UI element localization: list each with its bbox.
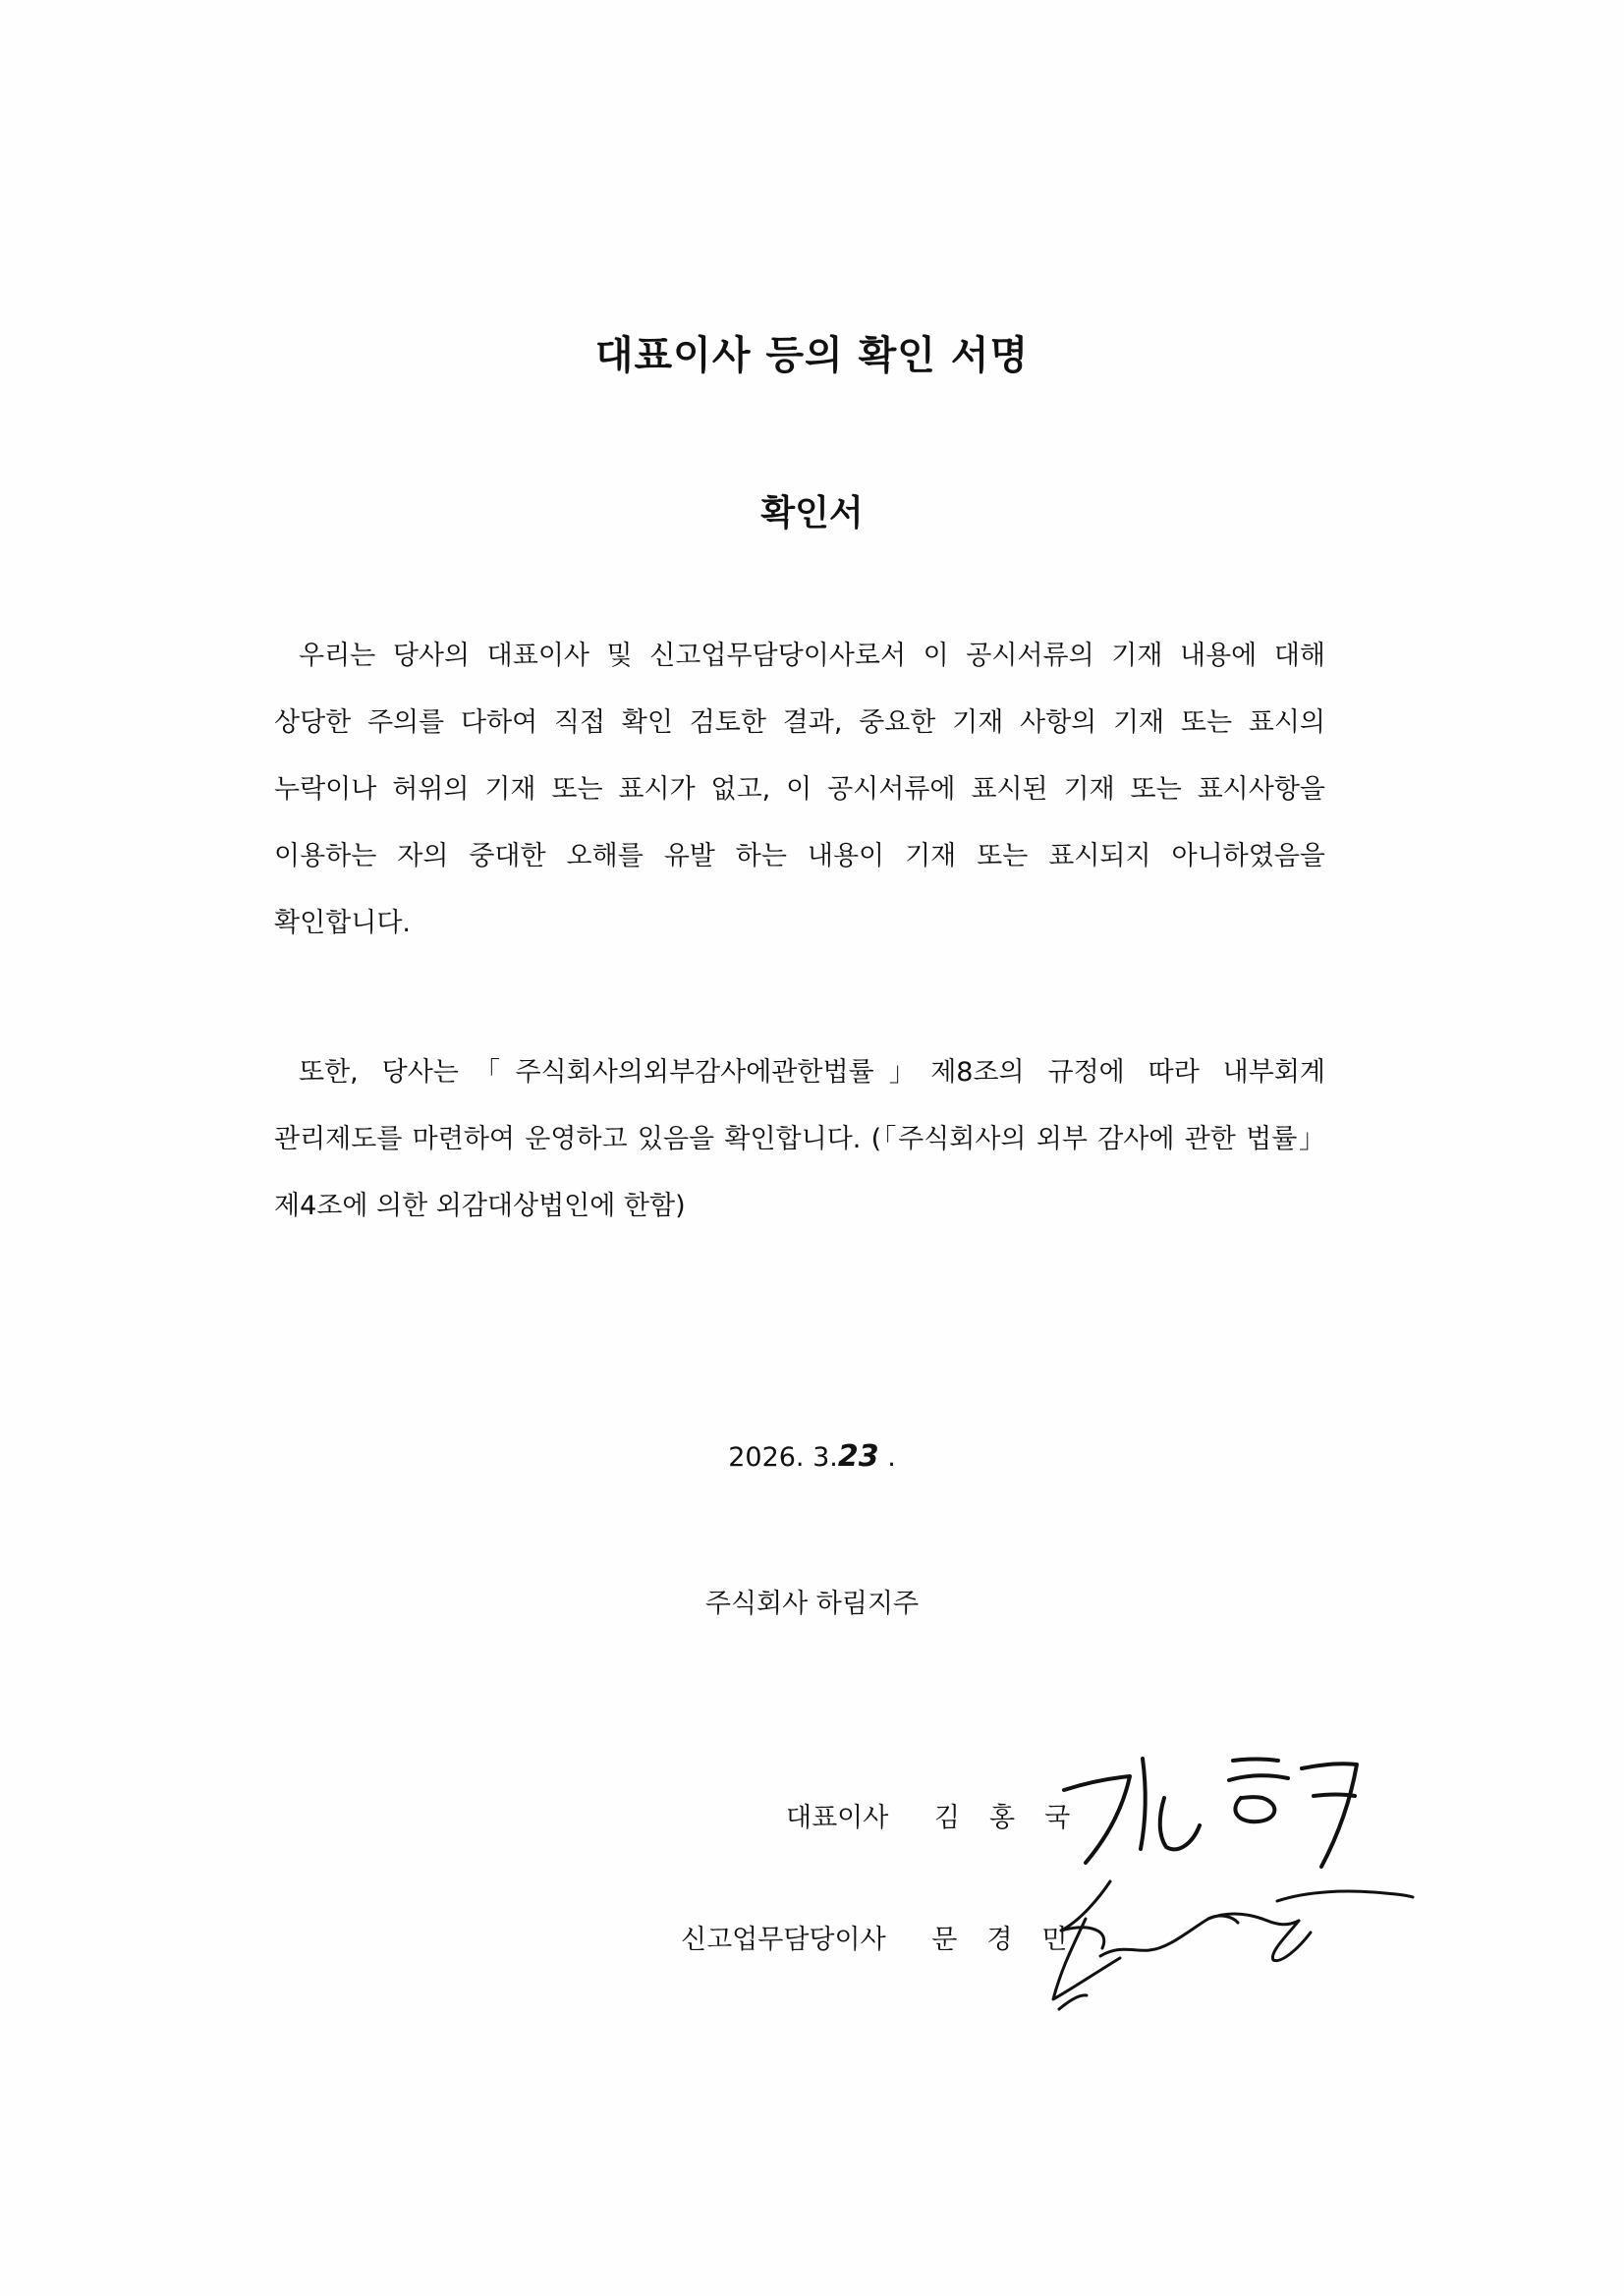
date-printed: 2026. 3. xyxy=(728,1442,838,1473)
ceo-role-label: 대표이사 xyxy=(786,1803,889,1833)
ceo-handwritten-signature xyxy=(1056,1739,1371,1876)
ceo-name: 김홍국 xyxy=(933,1803,1100,1833)
document-title: 대표이사 등의 확인 서명 xyxy=(594,333,1030,378)
document-subtitle: 확인서 xyxy=(760,493,864,533)
company-name: 주식회사 하림지주 xyxy=(704,1589,920,1619)
date-suffix: . xyxy=(878,1442,896,1473)
confirmation-paragraph: 우리는 당사의 대표이사 및 신고업무담당이사로서 이 공시서류의 기재 내용에 대해 상당한 주의를 다하여 직접 확인 검토한 결과, 중요한 기재 사항의 기재 또는 표시의 누락이나 허위의 기재 또는 표시가 없고, 이 공시서류에 표시된 기재 또는 표시사항을 이용하는 자의 중대한 오해를 유발 하는 내용이 기재 또는 표시되지 아니하였음을 확인합니다. xyxy=(274,641,1325,938)
signing-date xyxy=(0,1439,1624,1474)
disclosure-officer-name: 문경민 xyxy=(931,1925,1097,1955)
disclosure-officer-handwritten-signature xyxy=(1041,1862,1415,2039)
ceo-signature-line xyxy=(786,1796,1099,1834)
date-handwritten-day: 23 xyxy=(837,1439,879,1474)
internal-control-paragraph: 또한, 당사는「주식회사의외부감사에관한법률」제8조의 규정에 따라 내부회계 관리제도를 마련하여 운영하고 있음을 확인합니다. (「주식회사의 외부 감사에 관한 법률」 제4조에 의한 외감대상법인에 한함) xyxy=(274,1057,1325,1221)
disclosure-officer-signature-line xyxy=(681,1918,1097,1956)
disclosure-officer-role-label: 신고업무담당이사 xyxy=(681,1925,886,1955)
